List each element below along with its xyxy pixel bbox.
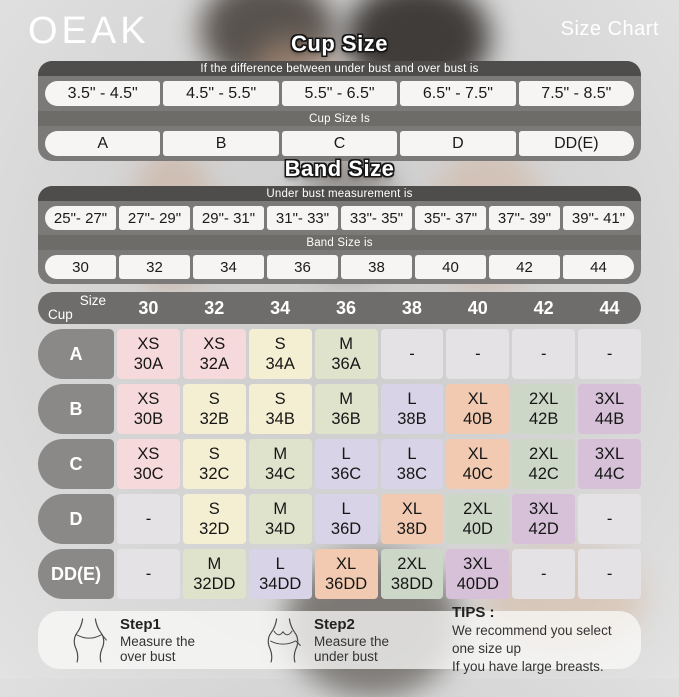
band-range-cell: 35"- 37" [415,206,486,230]
band-number-cell: 30 [45,255,116,279]
cup-row-label: B [38,384,114,434]
size-cell: S 34B [249,384,312,434]
matrix-row-b [38,384,641,434]
size-cell: 2XL 42C [512,439,575,489]
size-cell: XL 40C [446,439,509,489]
size-cell: S 32B [183,384,246,434]
size-cell: L 36C [315,439,378,489]
size-cell: - [578,329,641,379]
cup-row-label: A [38,329,114,379]
band-number-row [45,255,634,279]
matrix-header-row [38,292,641,324]
size-cell: S 32C [183,439,246,489]
size-cell: 2XL 42B [512,384,575,434]
band-size-title: Band Size [284,156,395,181]
band-range-cell: 27"- 29" [119,206,190,230]
measure-under-bust-icon [262,616,304,664]
measure-over-bust-icon [68,616,110,664]
size-cell: 2XL 38DD [381,549,444,599]
size-cell: - [512,329,575,379]
size-cell: 2XL 40D [446,494,509,544]
corner-size-label: Size [79,293,106,308]
band-number-cell: 36 [267,255,338,279]
band-range-row [45,206,634,230]
cup-row-label: D [38,494,114,544]
band-header-cell: 40 [467,297,488,318]
tips-line2: If you have large breasts. [452,659,604,674]
cup-letter-cell: DD(E) [519,131,634,156]
size-cell: XL 40B [446,384,509,434]
cup-row-label: DD(E) [38,549,114,599]
size-cell: M 32DD [183,549,246,599]
band-range-cell: 25"- 27" [45,206,116,230]
size-cell: 3XL 44C [578,439,641,489]
cup-letter-cell: A [45,131,160,156]
band-number-cell: 44 [563,255,634,279]
band-number-cell: 42 [489,255,560,279]
corner-cup-label: Cup [48,307,73,322]
band-range-cell: 39"- 41" [563,206,634,230]
page-title: Size Chart [560,18,659,40]
size-cell: 3XL 42D [512,494,575,544]
brand-logo: OEAK [28,10,150,52]
step1-block [120,616,232,665]
cup-range-cell: 6.5" - 7.5" [400,81,515,106]
band-header-cell: 32 [204,297,225,318]
band-number-cell: 40 [415,255,486,279]
step1-line1: Measure the [120,633,196,649]
matrix-row-d [38,494,641,544]
band-header-cell: 30 [138,297,159,318]
tips-line1: We recommend you select one size up [452,623,612,656]
size-cell: L 34DD [249,549,312,599]
cup-size-table [38,61,641,161]
band-number-cell: 32 [119,255,190,279]
matrix-row-dde [38,549,641,599]
cup-range-row [45,81,634,106]
size-cell: M 36A [315,329,378,379]
size-cell: - [446,329,509,379]
cup-range-cell: 5.5" - 6.5" [282,81,397,106]
size-cell: XL 36DD [315,549,378,599]
cup-condition-label: If the difference between under bust and over bust is [38,61,641,76]
cup-result-label: Cup Size Is [38,111,641,126]
size-cell: S 32D [183,494,246,544]
band-result-label: Band Size is [38,235,641,250]
size-cell: - [512,549,575,599]
band-range-cell: 31"- 33" [267,206,338,230]
size-cell: S 34A [249,329,312,379]
size-cell: - [117,494,180,544]
cup-row-label: C [38,439,114,489]
size-matrix [38,292,641,599]
measurement-guide [38,604,641,674]
cup-letter-cell: B [163,131,278,156]
cup-letter-row [45,131,634,156]
matrix-row-a [38,329,641,379]
size-cell: L 38B [381,384,444,434]
tips-block [452,604,625,676]
size-cell: M 36B [315,384,378,434]
band-range-cell: 33"- 35" [341,206,412,230]
cup-letter-cell: D [400,131,515,156]
size-cell: - [578,549,641,599]
cup-range-cell: 4.5" - 5.5" [163,81,278,106]
step2-line2: under bust [314,649,378,664]
size-cell: - [381,329,444,379]
step2-block [314,616,426,665]
matrix-row-c [38,439,641,489]
band-header-cell: 42 [533,297,554,318]
size-cell: - [578,494,641,544]
step1-title: Step1 [120,615,161,633]
size-cell: XS 30B [117,384,180,434]
size-cell: M 34D [249,494,312,544]
matrix-corner-cell [38,292,114,324]
cup-range-cell: 3.5" - 4.5" [45,81,160,106]
cup-size-title: Cup Size [291,31,388,56]
step2-title: Step2 [314,615,355,633]
band-header-cell: 44 [599,297,620,318]
size-cell: L 36D [315,494,378,544]
tips-title: TIPS : [452,604,495,621]
band-range-cell: 29"- 31" [193,206,264,230]
step2-line1: Measure the [314,633,390,649]
size-cell: XS 32A [183,329,246,379]
band-condition-label: Under bust measurement is [38,186,641,201]
band-header-cell: 38 [401,297,422,318]
step1-line2: over bust [120,649,176,664]
band-number-cell: 34 [193,255,264,279]
size-cell: L 38C [381,439,444,489]
cup-range-cell: 7.5" - 8.5" [519,81,634,106]
size-cell: M 34C [249,439,312,489]
band-size-table [38,186,641,284]
size-cell: 3XL 44B [578,384,641,434]
size-cell: XS 30C [117,439,180,489]
size-cell: - [117,549,180,599]
size-cell: XS 30A [117,329,180,379]
band-header-cell: 36 [336,297,357,318]
band-range-cell: 37"- 39" [489,206,560,230]
size-cell: 3XL 40DD [446,549,509,599]
cup-letter-cell: C [282,131,397,156]
band-header-cell: 34 [270,297,291,318]
size-cell: XL 38D [381,494,444,544]
band-number-cell: 38 [341,255,412,279]
